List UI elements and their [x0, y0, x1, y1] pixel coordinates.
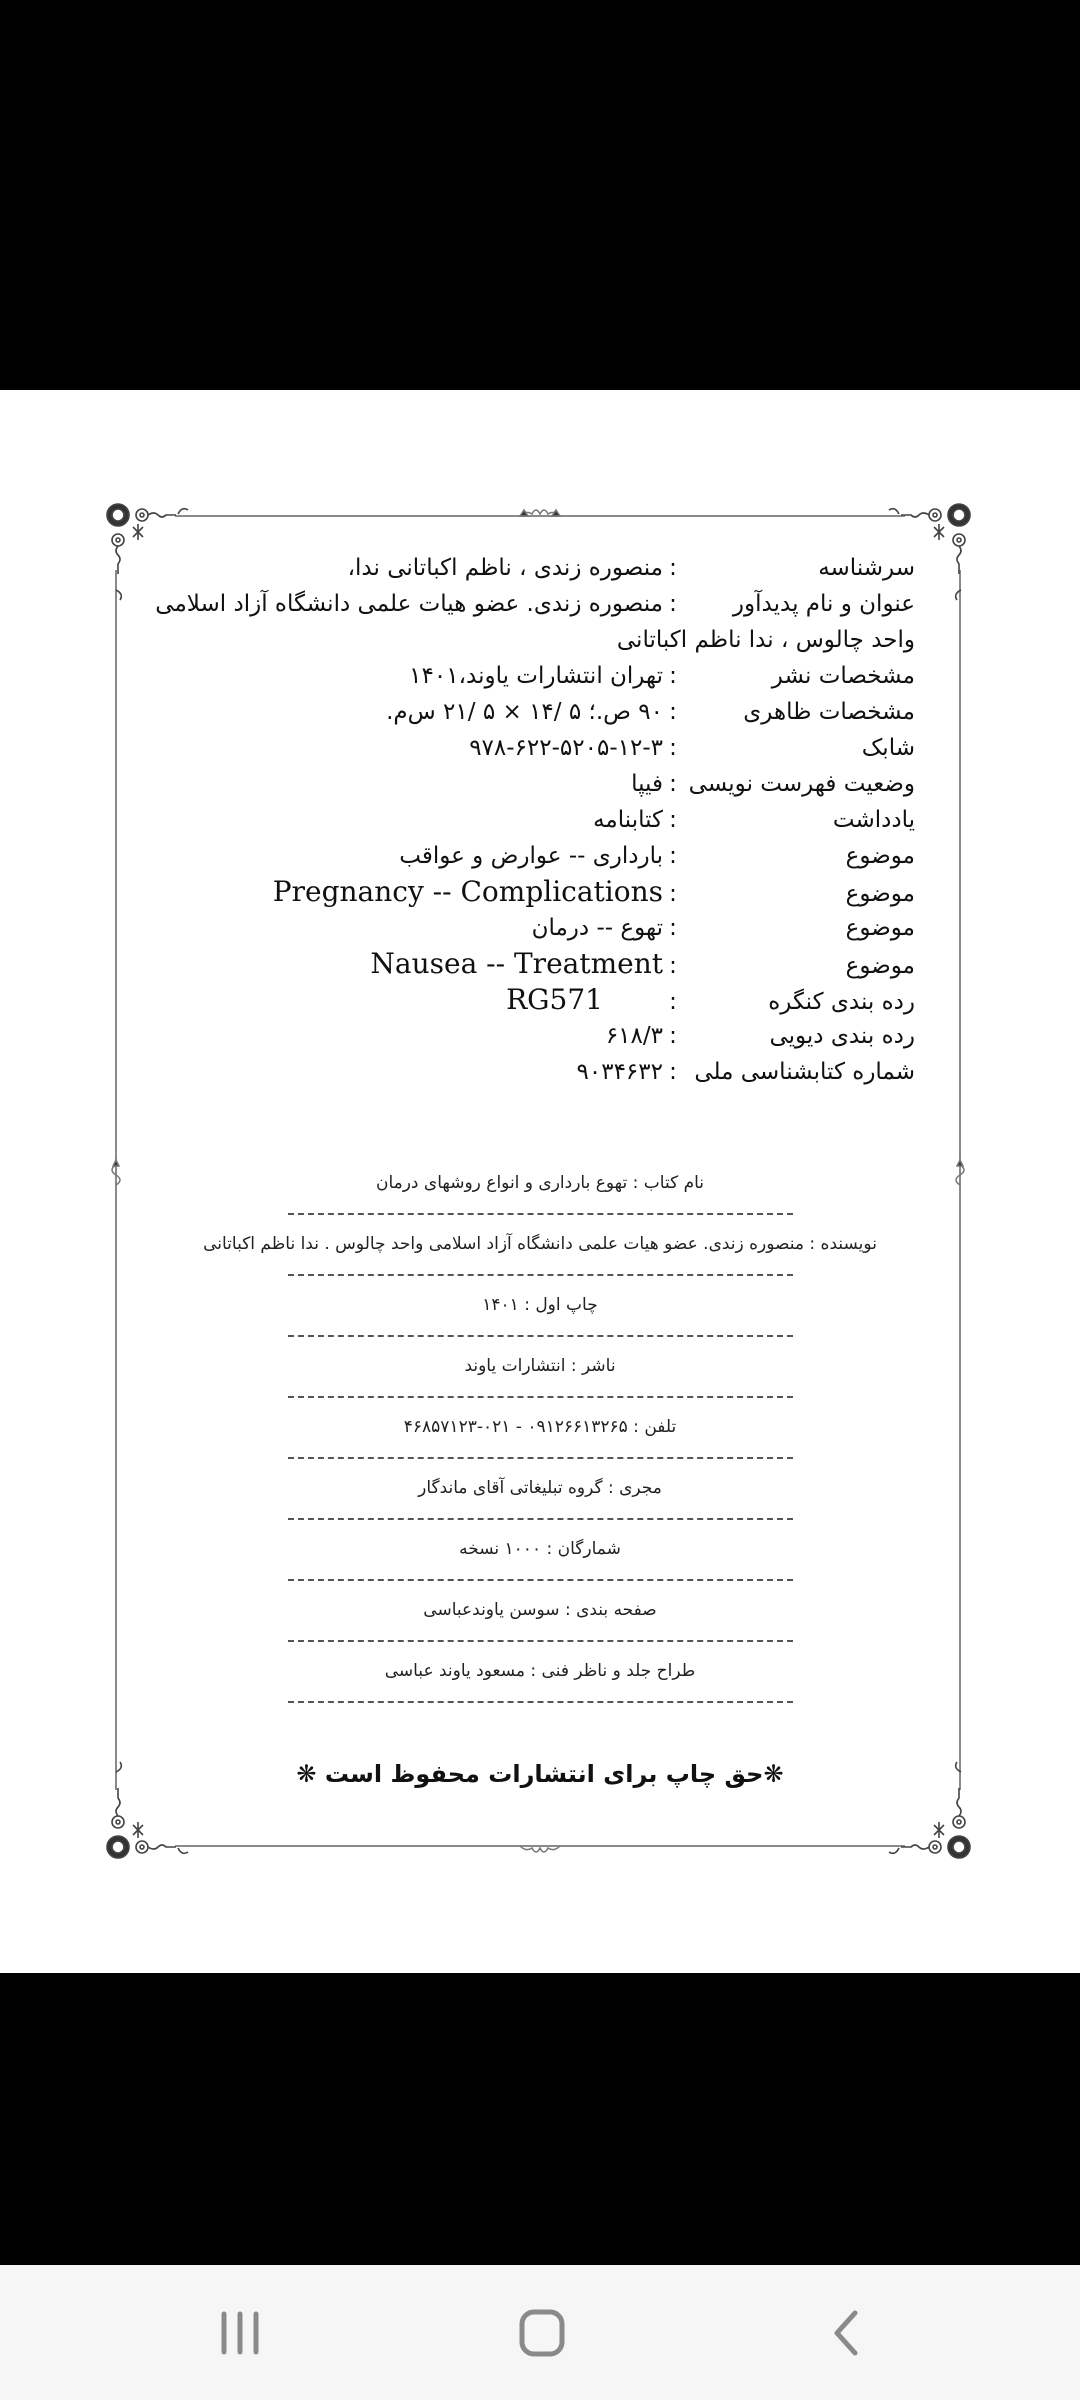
record-row-publication: [180, 658, 915, 694]
record-separator: :: [669, 771, 677, 797]
record-label: رده بندی کنگره: [768, 989, 915, 1015]
dashed-divider: [288, 1259, 793, 1290]
record-row-title-author: [155, 586, 915, 622]
mid-ornament-bottom: [520, 1846, 560, 1852]
record-label: موضوع: [845, 953, 915, 979]
dashed-divider: [288, 1503, 793, 1534]
record-row-main-entry: [180, 550, 915, 586]
dashed-divider: [288, 1564, 793, 1595]
record-value: بارداری -- عوارض و عواقب: [399, 843, 663, 869]
record-row-dewey-classification: [180, 1018, 915, 1054]
record-label: مشخصات ظاهری: [743, 699, 915, 725]
credit-author: نویسنده : منصوره زندی. عضو هیات علمی دانشگاه آزاد اسلامی واحد چالوس . ندا ناظم اکباتانی: [203, 1234, 877, 1254]
credit-publisher: ناشر : انتشارات یاوند: [464, 1356, 616, 1376]
credit-cover-designer: طراح جلد و ناظر فنی : مسعود یاوند عباسی: [384, 1661, 696, 1681]
mid-ornament-top: [520, 510, 560, 516]
record-row-physical-description: [180, 694, 915, 730]
record-row-isbn: [180, 730, 915, 766]
recent-apps-button[interactable]: [170, 2265, 310, 2400]
record-value: فیپا: [631, 771, 663, 797]
record-separator: :: [669, 807, 677, 833]
record-label: شماره کتابشناسی ملی: [694, 1059, 915, 1085]
dashed-divider: [288, 1442, 793, 1473]
record-separator: :: [669, 1023, 677, 1049]
record-label: شابک: [861, 735, 915, 761]
record-row-subject: [180, 946, 915, 982]
recent-apps-icon: [218, 2310, 262, 2356]
record-value: تهران انتشارات یاوند،۱۴۰۱: [409, 663, 663, 689]
record-value: Nausea -- Treatment: [370, 947, 663, 980]
record-label: سرشناسه: [818, 555, 915, 581]
credit-book-title: نام کتاب : تهوع بارداری و انواع روشهای درمان: [375, 1173, 705, 1193]
record-row-subject: [180, 874, 915, 910]
system-navigation-bar: [0, 2265, 1080, 2400]
record-separator: :: [669, 699, 677, 725]
record-value: Pregnancy -- Complications: [272, 875, 663, 908]
record-row-subject: [180, 838, 915, 874]
copyright-notice: ❋حق چاپ برای انتشارات محفوظ است ❋: [296, 1760, 784, 1788]
document-page: [0, 390, 1080, 1973]
credit-executor: مجری : گروه تبلیغاتی آقای ماندگار: [418, 1478, 662, 1498]
record-row-national-bibliography-number: [180, 1054, 915, 1090]
bibliographic-record: [155, 550, 915, 1090]
record-row-note: [180, 802, 915, 838]
credit-print-run: شمارگان : ۱۰۰۰ نسخه: [459, 1539, 621, 1559]
record-row-title-author-continued: [180, 622, 915, 658]
record-label: یادداشت: [832, 807, 915, 833]
record-value: ۶۱۸/۳: [605, 1023, 663, 1049]
record-label: وضعیت فهرست نویسی: [688, 771, 915, 797]
dashed-divider: [288, 1198, 793, 1229]
book-credits: [150, 1168, 930, 1717]
dashed-divider: [288, 1625, 793, 1656]
record-separator: :: [669, 843, 677, 869]
record-value: منصوره زندی. عضو هیات علمی دانشگاه آزاد اسلامی: [155, 591, 663, 617]
dashed-divider: [288, 1320, 793, 1351]
mid-ornament-right: [956, 1160, 964, 1185]
record-label: مشخصات نشر: [771, 663, 915, 689]
record-row-cataloging-status: [180, 766, 915, 802]
record-separator: :: [669, 881, 677, 907]
record-value: واحد چالوس ، ندا ناظم اکباتانی: [616, 627, 915, 653]
record-separator: :: [669, 591, 677, 617]
record-value: ۹۰۳۴۶۳۲: [576, 1059, 663, 1085]
record-separator: :: [669, 915, 677, 941]
record-value: کتابنامه: [593, 807, 663, 833]
record-separator: :: [669, 663, 677, 689]
credit-phone: تلفن : ۰۹۱۲۶۶۱۳۲۶۵ - ۰۲۱-۴۶۸۵۷۱۲۳: [403, 1417, 677, 1437]
record-separator: :: [669, 735, 677, 761]
record-value: تهوع -- درمان: [531, 915, 663, 941]
record-value: RG571: [506, 983, 603, 1016]
dashed-divider: [288, 1381, 793, 1412]
back-button[interactable]: [775, 2265, 915, 2400]
record-label: عنوان و نام پدیدآور: [732, 591, 915, 617]
home-button[interactable]: [472, 2265, 612, 2400]
record-value: ۹۰ ص.؛ ۵ /۱۴ × ۵ /۲۱ س‌م.: [386, 699, 663, 725]
home-icon: [518, 2308, 566, 2358]
mid-ornament-left: [112, 1160, 120, 1185]
record-separator: :: [669, 989, 677, 1015]
record-label: رده بندی دیویی: [769, 1023, 915, 1049]
top-black-area: [0, 0, 1080, 390]
back-icon: [829, 2309, 861, 2357]
credit-first-edition: چاپ اول : ۱۴۰۱: [482, 1295, 598, 1315]
record-value: منصوره زندی ، ناظم اکباتانی ندا،: [347, 555, 663, 581]
record-row-subject: [180, 910, 915, 946]
record-separator: :: [669, 953, 677, 979]
bottom-black-area: [0, 1973, 1080, 2265]
record-label: موضوع: [845, 881, 915, 907]
credit-layout: صفحه بندی : سوسن یاوندعباسی: [423, 1600, 657, 1620]
record-separator: :: [669, 1059, 677, 1085]
record-separator: :: [669, 555, 677, 581]
record-row-lc-classification: [180, 982, 915, 1018]
record-label: موضوع: [845, 843, 915, 869]
record-value: ۹۷۸-۶۲۲-۵۲۰۵-۱۲-۳: [469, 735, 663, 761]
dashed-divider: [288, 1686, 793, 1717]
record-label: موضوع: [845, 915, 915, 941]
